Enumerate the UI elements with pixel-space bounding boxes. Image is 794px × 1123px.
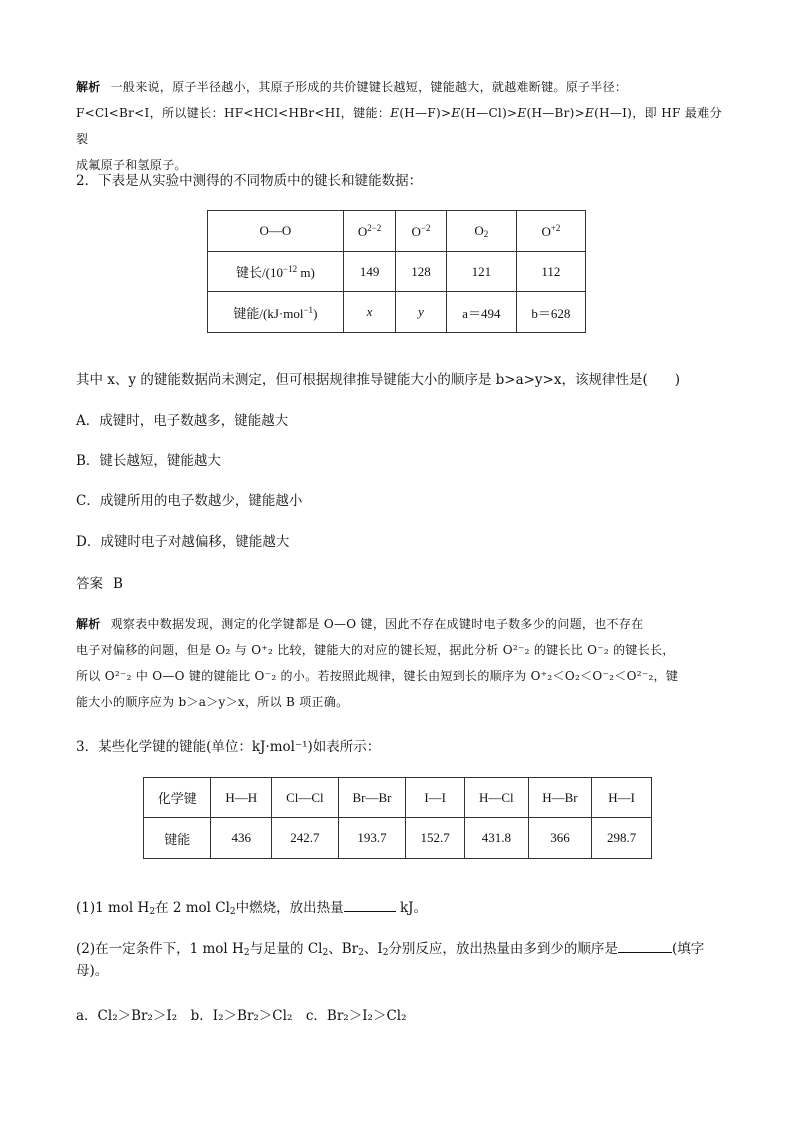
explanation-label: 解析 (76, 80, 101, 94)
subquestion-1: (1)1 mol $H_2$在 2 mol $Cl_2$中燃烧，放出热量 kJ。 (76, 897, 722, 923)
bond-energy-table (143, 777, 652, 859)
table-header-cell: $O^{+2}$ (516, 211, 585, 252)
bond-data-table (207, 210, 586, 333)
table-header-cell: $O^{2-2}$ (343, 211, 395, 252)
table-row: 键能/(kJ·mol$^{-1}$) x y a＝494 b＝628 (208, 292, 586, 333)
option-c: C．成键所用的电子数越少，键能越小 (76, 493, 303, 509)
table-header-cell: O—O (208, 211, 344, 252)
question-3-stem: 3．某些化学键的键能(单位：kJ·mol⁻¹)如表所示： (76, 739, 381, 755)
table-row: 键能 436 242.7 193.7 152.7 431.8 366 298.7 (144, 818, 652, 859)
answer-blank[interactable] (618, 938, 672, 953)
table-row: 键长$/(10^{-12}$ m) 149 128 121 112 (208, 252, 586, 292)
question-2-prompt: 其中 x、y 的键能数据尚未测定，但可根据规律推导键能大小的顺序是 b>a>y>x，该规律性是( ) (76, 372, 681, 388)
subquestion-2-cont: 母)。 (76, 963, 109, 979)
answer-blank[interactable] (344, 897, 396, 912)
answer-line: 答案 B (76, 576, 123, 592)
explanation-2: 解析 观察表中数据发现，测定的化学键都是 O—O 键，因此不存在成键时电子数多少的问题，也不存在 电子对偏移的问题，但是 O₂ 与 O⁺₂ 比较，键能大的对应的键长短，据此分析 O²⁻₂ 的键长比 O⁻₂ 的键长长， 所以 O²⁻₂ 中 O—O 键的键能比 O⁻₂ 的小。若按照此规律，键长由短到长的顺序为 O⁺₂＜O₂＜O⁻₂＜O²⁻₂，键 能大小的顺序应为 b＞a＞y＞x，所以 B 项正确。 (76, 617, 679, 709)
table-header-row (208, 211, 586, 252)
option-d: D．成键时电子对越偏移，键能越大 (76, 534, 290, 550)
table-header-cell: $O_2$ (446, 211, 516, 252)
question-2-stem: 2．下表是从实验中测得的不同物质中的键长和键能数据： (76, 173, 423, 189)
subquestion-2-choices: a．Cl₂＞Br₂＞I₂ b．I₂＞Br₂＞Cl₂ c．Br₂＞I₂＞Cl₂ (76, 1008, 407, 1024)
table-header-row: 化学键 H—H Cl—Cl Br—Br I—I H—Cl H—Br H—I (144, 778, 652, 818)
option-b: B．键长越短，键能越大 (76, 453, 221, 469)
explanation-1: 解析 一般来说，原子半径越小，其原子形成的共价键键长越短，键能越大，就越难断键。原子半径： F<Cl<Br<I，所以键长：HF<HCl<HBr<HI，键能：E(H—F)>E(H—Cl)>E(H—Br)>E(H—I)，即 HF 最难分裂 成氟原子和氢原子。 (76, 80, 722, 172)
table-header-cell: $O^{-2}$ (396, 211, 446, 252)
subquestion-2: (2)在一定条件下，1 mol $H_2$与足量的 $Cl_2$、$Br_2$、$I_2$分别反应，放出热量由多到少的顺序是 (填字 (76, 938, 722, 964)
option-a: A．成键时，电子数越多，键能越大 (76, 413, 289, 429)
